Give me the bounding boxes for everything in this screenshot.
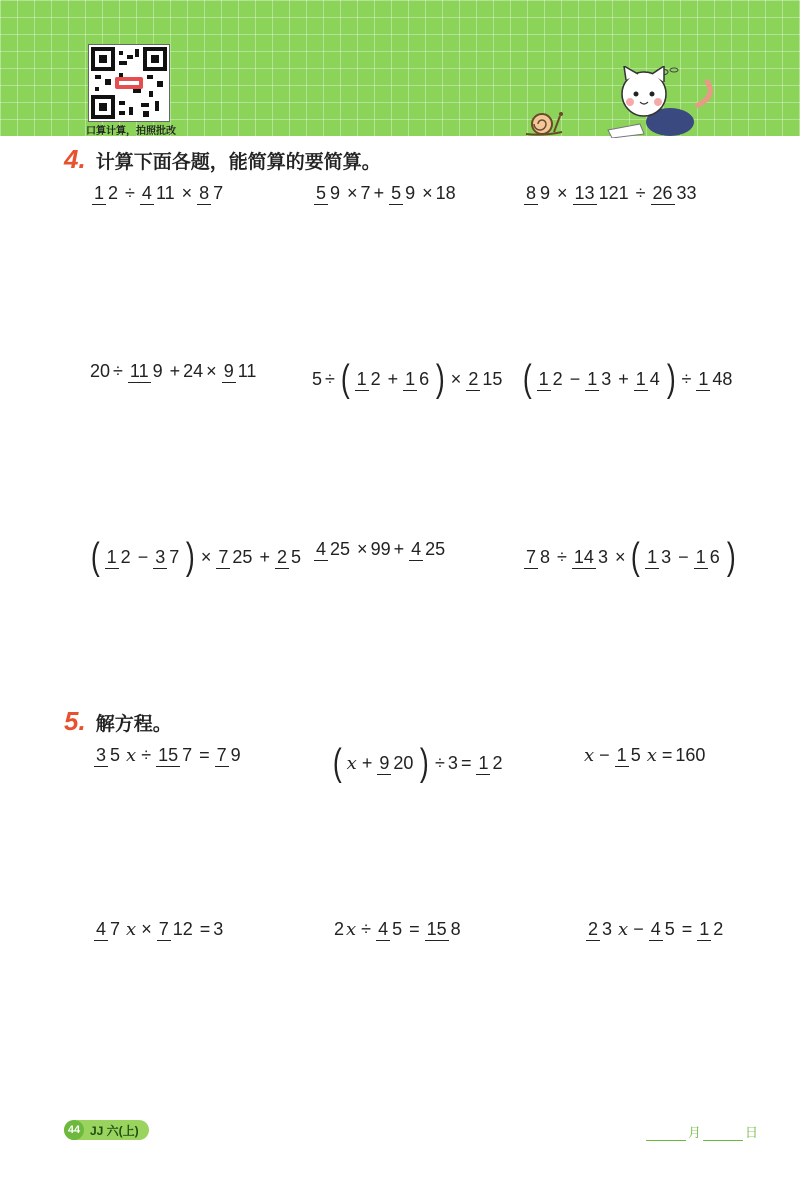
operator: ×: [200, 546, 212, 567]
parenthesis: ): [666, 358, 676, 400]
problem-4-3: [522, 182, 701, 205]
fraction-numerator: 1: [538, 368, 549, 389]
parenthesis: (: [522, 358, 532, 400]
equation-5-6: [584, 918, 727, 941]
fraction-numerator: 2: [588, 919, 599, 939]
date-fields: [644, 1122, 758, 1141]
section-5-heading: [64, 706, 172, 737]
fraction-numerator: 1: [616, 745, 627, 765]
fraction-denominator: 33: [676, 183, 697, 203]
page-badge: [64, 1120, 149, 1140]
fraction-numerator: 8: [526, 183, 537, 203]
operator: ÷: [141, 745, 152, 765]
problem-4-8: [312, 538, 449, 561]
fraction: [586, 918, 614, 941]
fraction-numerator: 1: [478, 752, 489, 773]
equation-5-4: [92, 918, 223, 941]
operator: ÷: [113, 361, 123, 381]
fraction-numerator: 4: [411, 539, 422, 559]
fraction-denominator: 3: [597, 546, 608, 567]
header-banner: [0, 0, 800, 136]
fraction-denominator: 20: [393, 752, 414, 773]
fraction-denominator: 8: [540, 546, 551, 567]
fraction-denominator: 7: [213, 183, 224, 203]
fraction: [215, 744, 243, 767]
fraction-denominator: 5: [110, 745, 121, 765]
fraction-numerator: 4: [96, 919, 107, 939]
fraction-numerator: 1: [698, 368, 709, 389]
page-number: 44: [64, 1120, 84, 1140]
fraction-numerator: 2: [276, 546, 287, 567]
fraction: [694, 546, 722, 569]
fraction: [156, 744, 194, 767]
section-4-title: 计算下面各题，能简算的要简算。: [95, 152, 381, 173]
fraction-denominator: 7: [169, 546, 180, 567]
operator: +: [373, 183, 385, 203]
fraction-numerator: 3: [96, 745, 107, 765]
operator: ÷: [435, 752, 445, 773]
math-term: 160: [675, 745, 706, 765]
fraction-numerator: 1: [356, 368, 367, 389]
parenthesis: ): [420, 742, 430, 784]
section-5-title: 解方程。: [95, 714, 172, 735]
equation-5-2: [330, 744, 506, 782]
equation-5-1: [92, 744, 245, 767]
fraction: [649, 918, 677, 941]
fraction-denominator: 9: [540, 183, 551, 203]
fraction-numerator: 1: [106, 546, 117, 567]
snail-icon: [524, 106, 568, 138]
operator: ÷: [125, 183, 135, 203]
operator: +: [169, 361, 181, 381]
operator: ÷: [681, 368, 692, 389]
operator: +: [361, 752, 373, 773]
fraction: [537, 368, 565, 391]
fraction-numerator: 1: [405, 368, 416, 389]
day-blank[interactable]: [703, 1126, 743, 1141]
fraction-denominator: 15: [482, 368, 503, 389]
operator: +: [259, 546, 270, 567]
fraction: [128, 360, 165, 383]
fraction: [197, 182, 225, 205]
qr-code[interactable]: [88, 44, 170, 122]
fraction-denominator: 6: [419, 368, 430, 389]
fraction-denominator: 7: [182, 745, 193, 765]
fraction-denominator: 8: [450, 919, 461, 939]
fraction-numerator: 15: [158, 745, 179, 765]
operator: =: [199, 919, 211, 939]
variable: x: [346, 919, 357, 940]
fraction-denominator: 2: [370, 368, 381, 389]
fraction-numerator: 1: [94, 183, 105, 203]
fraction-numerator: 5: [391, 183, 402, 203]
parenthesis: (: [631, 536, 641, 578]
operator: =: [681, 919, 693, 939]
fraction-numerator: 14: [573, 546, 594, 567]
operator: −: [569, 368, 581, 389]
fraction: [275, 546, 303, 569]
fraction: [222, 360, 259, 383]
operator: ×: [357, 539, 368, 559]
fraction: [645, 546, 673, 569]
fraction-denominator: 2: [492, 752, 503, 773]
fraction-numerator: 11: [129, 361, 149, 381]
fraction: [140, 182, 177, 205]
math-term: 3: [213, 919, 224, 939]
fraction: [425, 918, 463, 941]
operator: ÷: [557, 546, 567, 567]
fraction-numerator: 3: [155, 546, 166, 567]
fraction: [651, 182, 699, 205]
variable: x: [346, 752, 357, 774]
fraction-numerator: 9: [223, 361, 234, 381]
fraction-denominator: 9: [152, 361, 163, 381]
operator: −: [137, 546, 149, 567]
fraction: [696, 368, 734, 391]
fraction-denominator: 6: [709, 546, 720, 567]
fraction-numerator: 4: [378, 919, 389, 939]
fraction: [524, 182, 552, 205]
fraction-denominator: 2: [120, 546, 131, 567]
operator: ×: [141, 919, 152, 939]
fraction-numerator: 4: [316, 539, 327, 559]
operator: +: [393, 539, 405, 559]
fraction: [389, 182, 417, 205]
fraction-numerator: 1: [587, 368, 598, 389]
math-term: 2: [334, 919, 345, 939]
fraction-numerator: 5: [316, 183, 327, 203]
fraction: [466, 368, 504, 391]
operator: ÷: [361, 919, 372, 939]
problem-4-1: [90, 182, 227, 205]
math-term: 5: [312, 368, 323, 389]
variable: x: [584, 745, 595, 766]
fraction-denominator: 4: [649, 368, 660, 389]
fraction-numerator: 7: [158, 919, 169, 939]
fraction-denominator: 5: [664, 919, 675, 939]
operator: ×: [181, 183, 193, 203]
operator: =: [199, 745, 210, 765]
fraction-denominator: 48: [712, 368, 733, 389]
problem-4-5: [312, 360, 506, 398]
fraction-denominator: 5: [392, 919, 403, 939]
parenthesis: ): [726, 536, 736, 578]
month-blank[interactable]: [646, 1126, 686, 1141]
fraction: [615, 744, 643, 767]
fraction: [355, 368, 383, 391]
fraction: [697, 918, 725, 941]
fraction: [377, 752, 415, 775]
fraction-denominator: 11: [155, 183, 175, 203]
operator: +: [618, 368, 629, 389]
problem-4-9: [522, 538, 738, 576]
fraction: [476, 752, 504, 775]
fraction-numerator: 7: [216, 745, 227, 765]
book-label: JJ 六(上): [90, 1123, 139, 1138]
fraction-numerator: 26: [652, 183, 673, 203]
fraction: [94, 918, 122, 941]
parenthesis: (: [340, 358, 350, 400]
problem-4-6: [520, 360, 736, 398]
math-term: 20: [90, 361, 111, 381]
fraction-denominator: 9: [405, 183, 416, 203]
variable: x: [126, 745, 137, 766]
fraction: [573, 182, 631, 205]
fraction: [314, 182, 342, 205]
fraction-numerator: 7: [218, 546, 229, 567]
fraction-denominator: 7: [110, 919, 121, 939]
equation-5-3: [582, 744, 705, 767]
operator: ×: [450, 368, 462, 389]
problem-4-4: [90, 360, 260, 383]
fraction-numerator: 1: [635, 368, 646, 389]
operator: ×: [206, 361, 217, 381]
fraction: [92, 182, 120, 205]
fraction-denominator: 3: [601, 368, 612, 389]
section-5-number: 5.: [64, 706, 86, 736]
fraction-denominator: 12: [172, 919, 193, 939]
operator: −: [633, 919, 644, 939]
fraction-denominator: 5: [290, 546, 301, 567]
fraction-denominator: 3: [602, 919, 613, 939]
fraction: [216, 546, 254, 569]
fraction: [524, 546, 552, 569]
fraction-denominator: 9: [230, 745, 241, 765]
fraction-denominator: 2: [108, 183, 119, 203]
problem-4-2: [312, 182, 456, 205]
day-label: 日: [745, 1125, 759, 1140]
parenthesis: ): [186, 536, 195, 578]
operator: ×: [347, 183, 358, 203]
fraction-denominator: 25: [425, 539, 446, 559]
fraction: [409, 538, 447, 561]
operator: +: [387, 368, 399, 389]
fraction-denominator: 25: [330, 539, 351, 559]
fraction-numerator: 7: [526, 546, 537, 567]
equation-5-5: [334, 918, 465, 941]
fraction: [376, 918, 404, 941]
math-term: 3: [447, 752, 458, 773]
fraction-denominator: 25: [232, 546, 253, 567]
math-term: 7: [360, 183, 371, 203]
fraction-numerator: 1: [695, 546, 706, 567]
operator: =: [661, 745, 673, 765]
math-term: 18: [435, 183, 456, 203]
section-4-number: 4.: [64, 144, 86, 174]
fraction-numerator: 15: [426, 919, 447, 939]
fraction-numerator: 9: [379, 752, 390, 773]
parenthesis: ): [436, 358, 445, 400]
fraction: [572, 546, 610, 569]
variable: x: [646, 745, 657, 766]
operator: −: [678, 546, 689, 567]
operator: ÷: [635, 183, 646, 203]
fraction: [585, 368, 613, 391]
operator: −: [599, 745, 610, 765]
fraction-denominator: 3: [661, 546, 672, 567]
operator: =: [409, 919, 420, 939]
parenthesis: (: [332, 742, 342, 784]
fraction-denominator: 11: [237, 361, 257, 381]
fraction-denominator: 5: [630, 745, 641, 765]
math-term: 99: [370, 539, 391, 559]
operator: ÷: [325, 368, 335, 389]
qr-caption: 口算计算，拍照批改: [86, 126, 176, 137]
fraction: [153, 546, 181, 569]
operator: ×: [422, 183, 433, 203]
problem-4-7: [88, 538, 305, 576]
parenthesis: (: [90, 536, 100, 578]
fraction: [94, 744, 122, 767]
fraction-numerator: 2: [468, 368, 479, 389]
fraction-numerator: 1: [699, 919, 710, 939]
operator: ×: [614, 546, 626, 567]
variable: x: [126, 919, 137, 940]
fraction: [314, 538, 352, 561]
section-4-heading: [64, 144, 381, 175]
fraction-denominator: 2: [552, 368, 563, 389]
fraction-denominator: 9: [330, 183, 341, 203]
fraction-denominator: 2: [713, 919, 724, 939]
fraction-numerator: 13: [574, 183, 595, 203]
fraction-numerator: 1: [647, 546, 658, 567]
operator: ×: [557, 183, 568, 203]
cat-illustration: [600, 66, 720, 138]
fraction: [634, 368, 662, 391]
fraction: [403, 368, 431, 391]
fraction-denominator: 121: [598, 183, 629, 203]
operator: =: [460, 752, 472, 773]
fraction-numerator: 4: [650, 919, 661, 939]
variable: x: [618, 919, 629, 940]
month-label: 月: [688, 1125, 702, 1140]
fraction: [105, 546, 133, 569]
fraction: [157, 918, 195, 941]
fraction-numerator: 4: [141, 183, 152, 203]
math-term: 24: [183, 361, 204, 381]
fraction-numerator: 8: [199, 183, 210, 203]
